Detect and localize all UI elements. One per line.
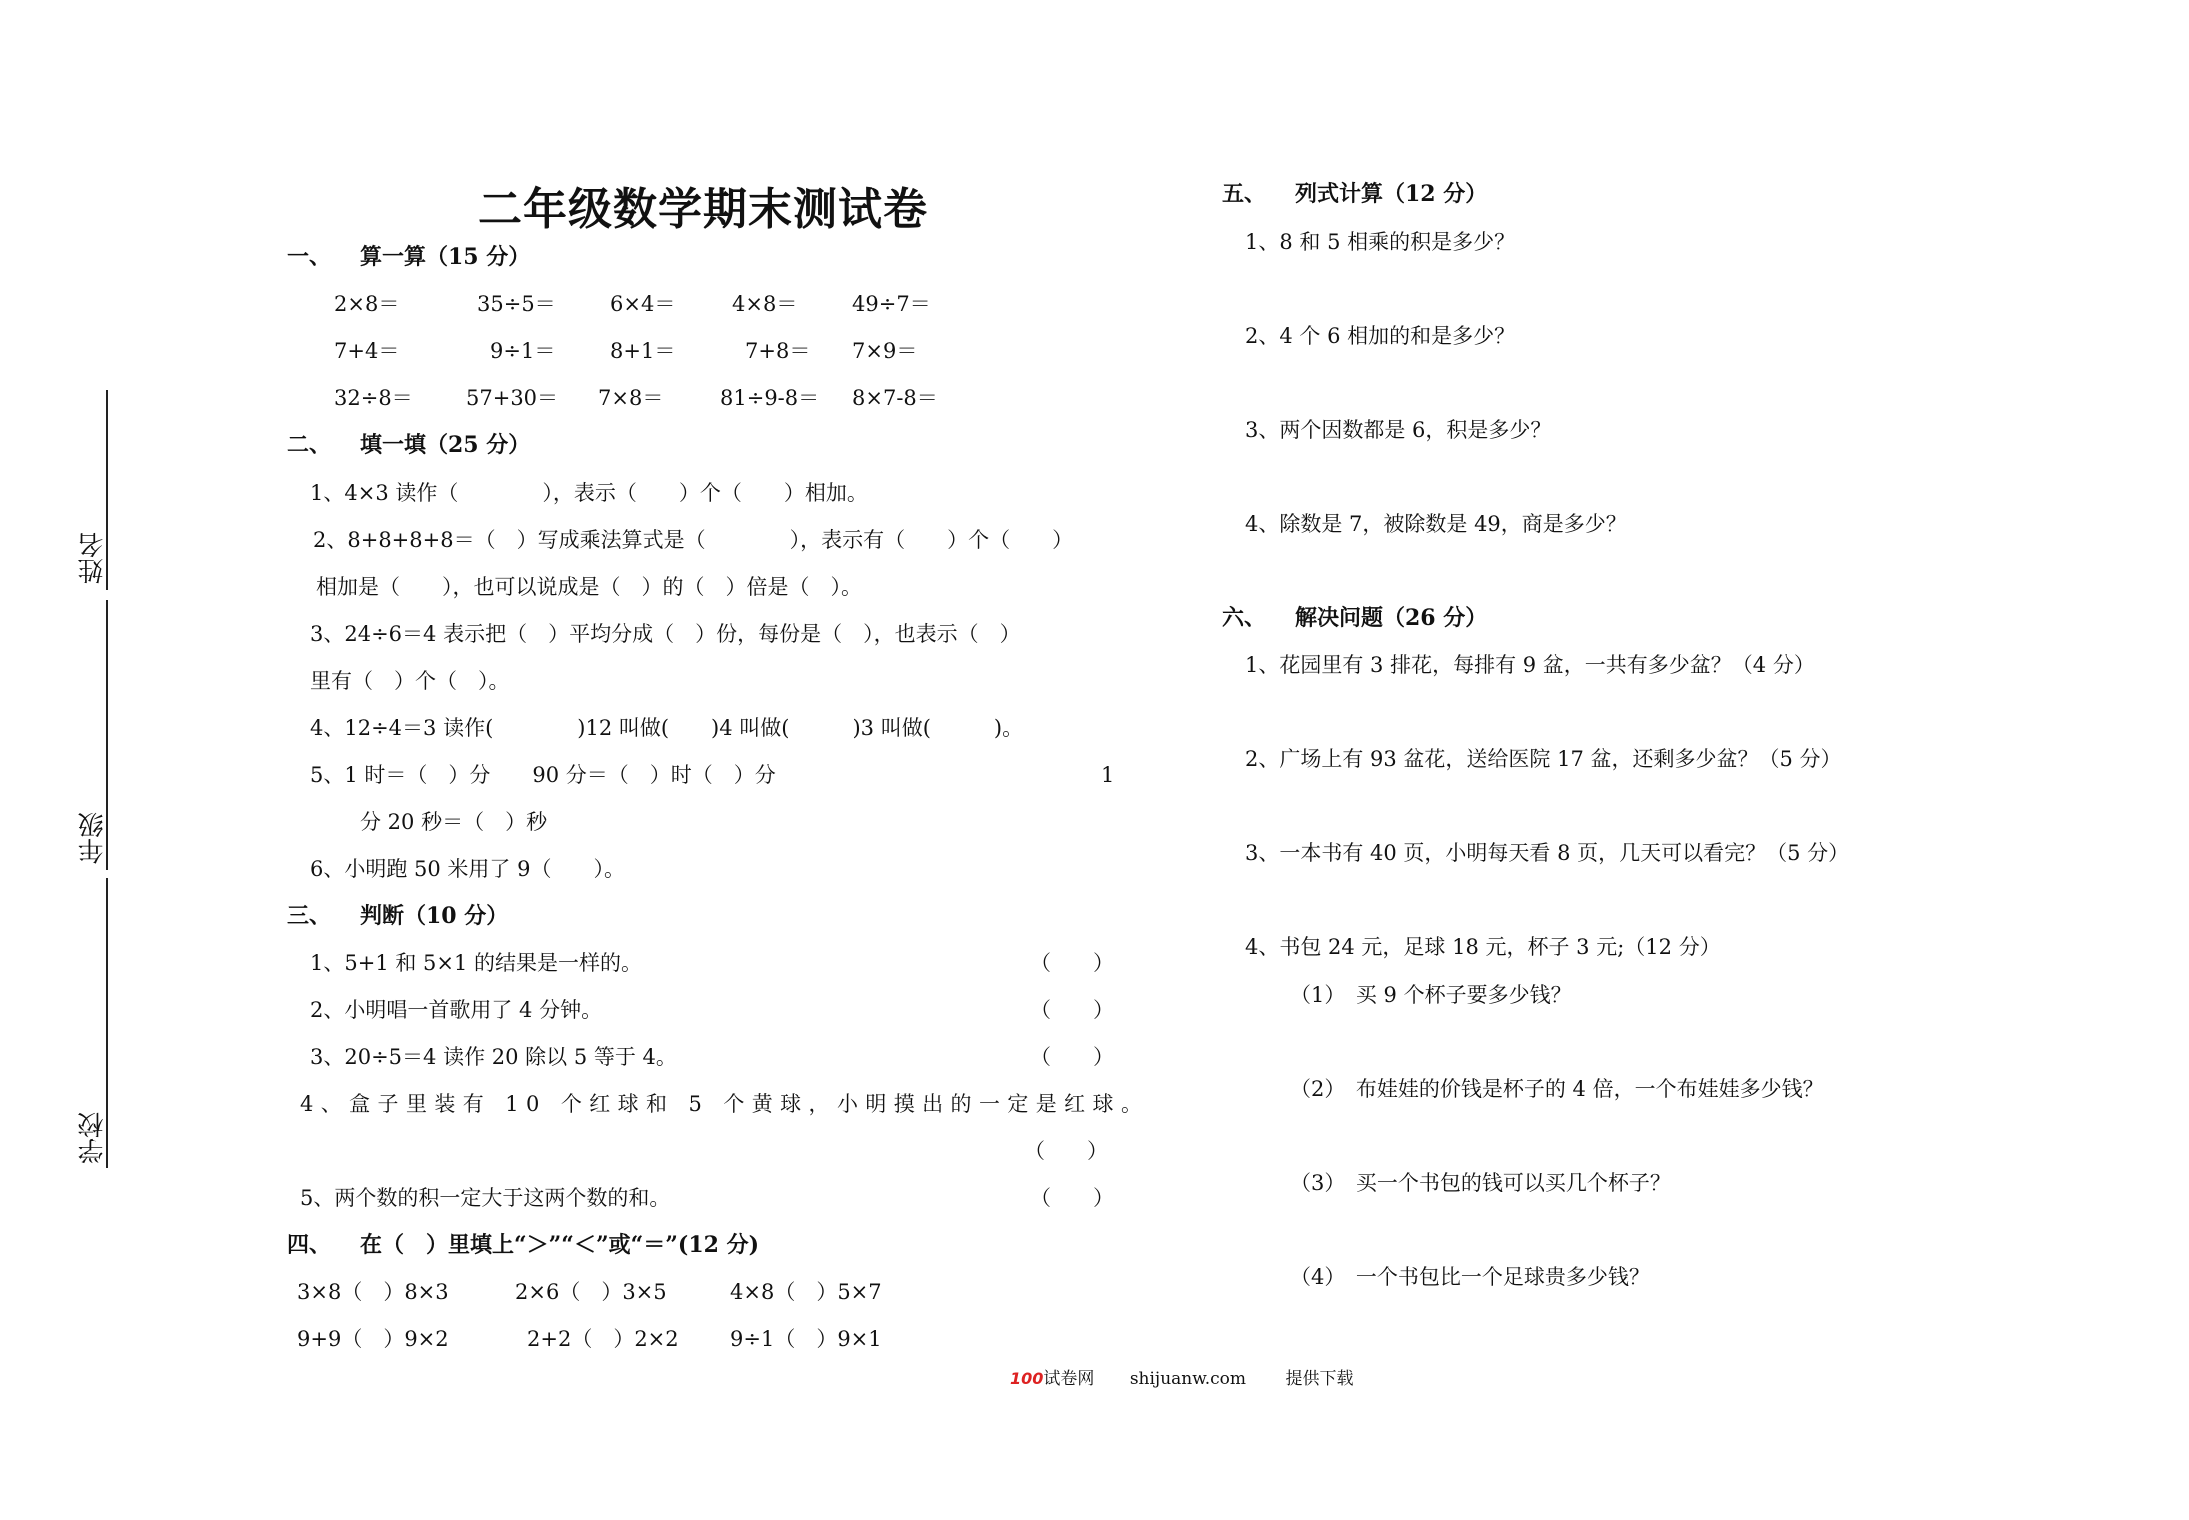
fill-question-4: 4、12÷4＝3 读作( )12 叫做( )4 叫做( )3 叫做( )。 [310,716,1024,740]
formula-question-1: 1、8 和 5 相乘的积是多少？ [1245,230,1516,254]
judge-answer-paren: （ ） [1030,1045,1114,1069]
compare-item: 9÷1（ ）9×1 [730,1327,882,1351]
section-4-title: 在（ ）里填上“＞”“＜”或“＝”(12 分) [360,1232,760,1258]
calc-item: 7×9＝ [852,339,918,363]
fill-question-5-tail: 1 [1101,763,1115,787]
section-1-title: 算一算（15 分） [360,244,531,270]
calc-item: 81÷9-8＝ [720,386,820,410]
compare-item: 2×6（ ）3×5 [515,1280,667,1304]
compare-item: 4×8（ ）5×7 [730,1280,882,1304]
problem-question-3: 3、一本书有 40 页，小明每天看 8 页，几天可以看完？（5 分） [1245,841,1850,865]
compare-item: 9+9（ ）9×2 [297,1327,449,1351]
judge-answer-paren: （ ） [1030,998,1114,1022]
problem-subquestion-4: （4） 一个书包比一个足球贵多少钱？ [1290,1265,1650,1289]
school-line [106,878,108,1168]
section-2-number: 二、 [287,432,332,458]
compare-item: 2+2（ ）2×2 [527,1327,679,1351]
problem-question-4: 4、书包 24 元，足球 18 元，杯子 3 元;（12 分） [1245,935,1721,959]
name-line [106,390,108,590]
section-4-number: 四、 [287,1232,332,1258]
problem-subquestion-2: （2） 布娃娃的价钱是杯子的 4 倍，一个布娃娃多少钱？ [1290,1077,1824,1101]
section-3-title: 判断（10 分） [360,903,509,929]
footer-note: 提供下载 [1285,1369,1354,1389]
fill-question-6: 6、小明跑 50 米用了 9（ ）。 [310,857,625,881]
calc-item: 7×8＝ [598,386,664,410]
compare-item: 3×8（ ）8×3 [297,1280,449,1304]
judge-question-2: 2、小明唱一首歌用了 4 分钟。 [310,998,603,1022]
calc-item: 35÷5＝ [477,292,556,316]
judge-answer-paren: （ ） [1030,951,1114,975]
problem-question-1: 1、花园里有 3 排花，每排有 9 盆，一共有多少盆？（4 分） [1245,653,1815,677]
fill-question-2-line-2: 相加是（ ），也可以说成是（ ）的（ ）倍是（ ）。 [316,575,862,599]
problem-subquestion-1: （1） 买 9 个杯子要多少钱？ [1290,983,1572,1007]
fill-question-3-line-2: 里有（ ）个（ ）。 [310,669,510,693]
formula-question-4: 4、除数是 7，被除数是 49，商是多少？ [1245,512,1627,536]
fill-question-5-line-2: 分 20 秒＝（ ）秒 [360,810,548,834]
grade-line [106,600,108,870]
calc-item: 7+4＝ [334,339,400,363]
calc-item: 2×8＝ [334,292,400,316]
section-1-number: 一、 [287,244,332,270]
judge-answer-paren: （ ） [1030,1186,1114,1210]
section-6-number: 六、 [1222,605,1267,631]
calc-item: 8×7-8＝ [852,386,938,410]
section-5-title: 列式计算（12 分） [1295,181,1488,207]
judge-question-3: 3、20÷5＝4 读作 20 除以 5 等于 4。 [310,1045,677,1069]
judge-question-4: 4、盒子里装有 10 个红球和 5 个黄球，小明摸出的一定是红球。 [300,1092,1150,1116]
section-6-title: 解决问题（26 分） [1295,605,1488,631]
name-label: 姓名 [78,532,108,584]
site-logo: 100 [1010,1369,1044,1388]
footer-brand: 试卷网 [1043,1369,1095,1389]
calc-item: 32÷8＝ [334,386,413,410]
calc-item: 49÷7＝ [852,292,931,316]
footer [1010,1364,1353,1389]
calc-item: 57+30＝ [466,386,559,410]
footer-site-link[interactable]: shijuanw.com [1129,1369,1247,1389]
calc-item: 6×4＝ [610,292,676,316]
fill-question-1: 1、4×3 读作（ ），表示（ ）个（ ）相加。 [310,481,868,505]
calc-item: 9÷1＝ [490,339,556,363]
judge-question-1: 1、5+1 和 5×1 的结果是一样的。 [310,951,643,975]
calc-item: 4×8＝ [732,292,798,316]
section-5-number: 五、 [1222,181,1267,207]
school-label: 学校 [78,1112,108,1164]
fill-question-2-line-1: 2、8+8+8+8＝（ ）写成乘法算式是（ ），表示有（ ）个（ ） [313,528,1074,552]
fill-question-5-line-1: 5、1 时＝（ ）分 90 分＝（ ）时（ ）分 [310,763,776,787]
fill-question-3-line-1: 3、24÷6＝4 表示把（ ）平均分成（ ）份，每份是（ ），也表示（ ） [310,622,1021,646]
judge-answer-paren: （ ） [1024,1139,1108,1163]
formula-question-2: 2、4 个 6 相加的和是多少？ [1245,324,1516,348]
formula-question-3: 3、两个因数都是 6，积是多少？ [1245,418,1552,442]
calc-item: 7+8＝ [745,339,811,363]
calc-item: 8+1＝ [610,339,676,363]
grade-label: 年级 [78,812,108,864]
problem-question-2: 2、广场上有 93 盆花，送给医院 17 盆，还剩多少盆？（5 分） [1245,747,1842,771]
judge-question-5: 5、两个数的积一定大于这两个数的和。 [300,1186,671,1210]
section-3-number: 三、 [287,903,332,929]
page-title: 二年级数学期末测试卷 [478,184,928,235]
problem-subquestion-3: （3） 买一个书包的钱可以买几个杯子？ [1290,1171,1671,1195]
section-2-title: 填一填（25 分） [360,432,531,458]
